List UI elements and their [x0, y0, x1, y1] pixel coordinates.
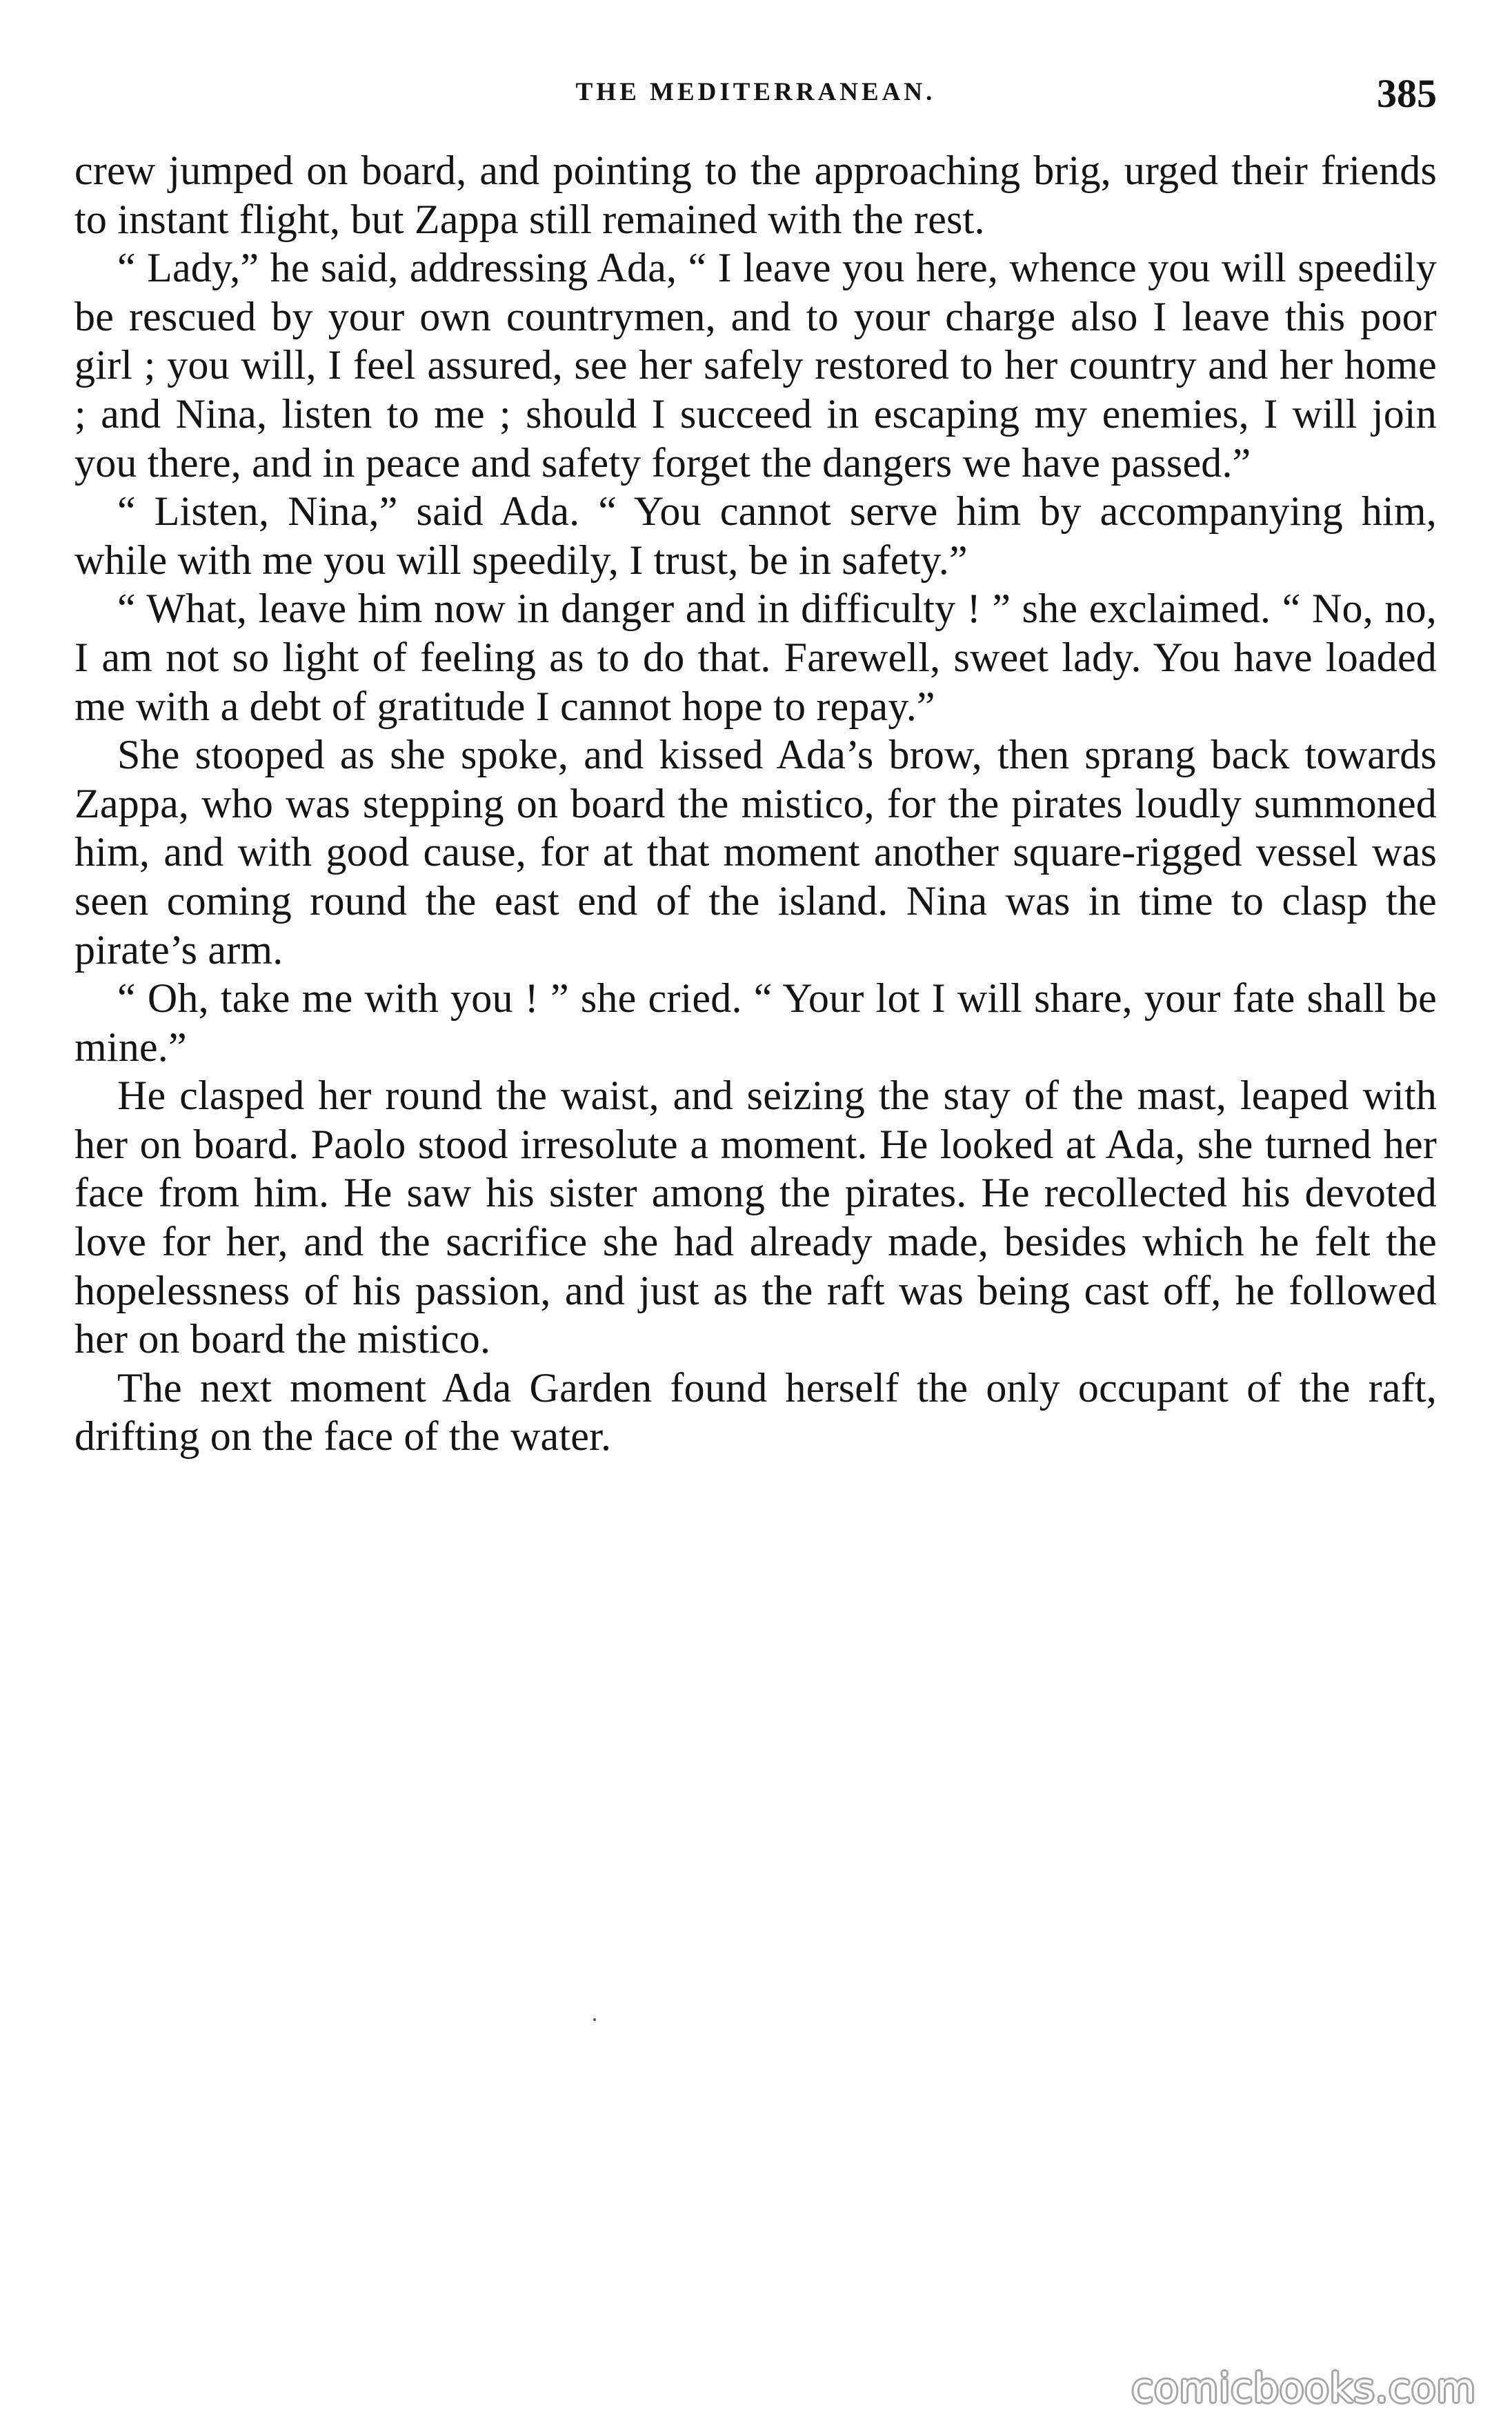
body-text	[74, 146, 1437, 1461]
paragraph-1: crew jumped on board, and pointing to the approaching brig, urged their friends to instant flight, but Zappa still remained with the rest.	[74, 148, 1437, 242]
ink-speck	[593, 2018, 596, 2021]
running-head	[74, 70, 1437, 126]
paragraph-6: “ Oh, take me with you ! ” she cried. “ Your lot I will share, your fate shall be mine.”	[74, 975, 1437, 1070]
running-title: THE MEDITERRANEAN.	[575, 78, 936, 106]
watermark: comicbooks.com	[1131, 2365, 1476, 2411]
paragraph-2: “ Lady,” he said, addressing Ada, “ I leave you here, whence you will speedily be rescued by your own countrymen, and to your charge also I leave this poor girl ; you will, I feel assured, see her safely restored to her country and her home ; and Nina, listen to me ; should I succeed in escaping my enemies, I will join you there, and in peace and safety forget the dangers we have passed.”	[74, 245, 1437, 486]
paragraph-3: “ Listen, Nina,” said Ada. “ You cannot serve him by accompanying him, while with me you will speedily, I trust, be in safety.”	[74, 488, 1437, 583]
paragraph-4: “ What, leave him now in danger and in difficulty ! ” she exclaimed. “ No, no, I am not so light of feeling as to do that. Farewell, sweet lady. You have loaded me with a debt of gratitude I cannot hope to repay.”	[74, 586, 1437, 729]
paragraph-7: He clasped her round the waist, and seizing the stay of the mast, leaped with her on board. Paolo stood irresolute a moment. He looked at Ada, she turned her face from him. He saw his sister among the pirates. He recollected his devoted love for her, and the sacrifice she had already made, besides which he felt the hopelessness of his passion, and just as the raft was being cast off, he followed her on board the mistico.	[74, 1073, 1437, 1362]
paragraph-8: The next moment Ada Garden found herself the only occupant of the raft, drifting on the face of the water.	[74, 1364, 1437, 1460]
page-number: 385	[1377, 71, 1437, 116]
paragraph-5: She stooped as she spoke, and kissed Ada’s brow, then sprang back towards Zappa, who was stepping on board the mistico, for the pirates loudly summoned him, and with good cause, for at that moment another square-rigged vessel was seen coming round the east end of the island. Nina was in time to clasp the pirate’s arm.	[74, 732, 1437, 973]
